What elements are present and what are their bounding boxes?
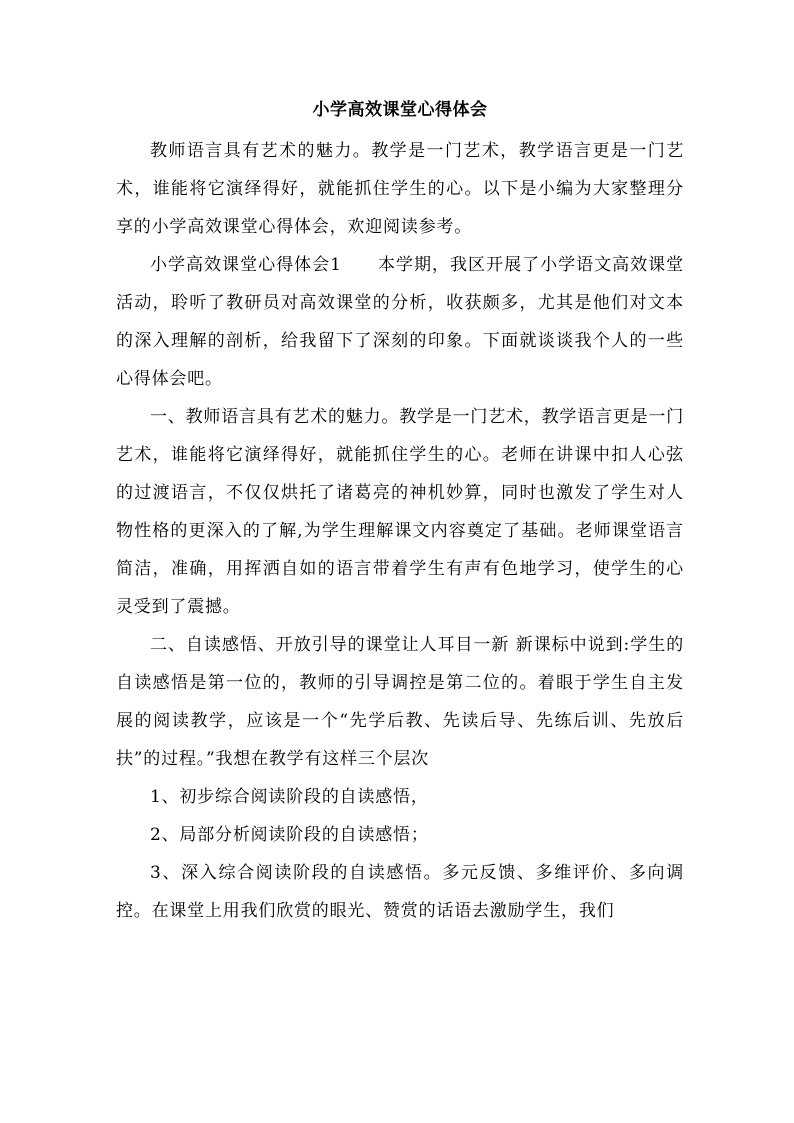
paragraph-point-one: 一、教师语言具有艺术的魅力。教学是一门艺术，教学语言更是一门艺术，谁能将它演绎得好，就能抓住学生的心。老师在讲课中扣人心弦的过渡语言，不仅仅烘托了诸葛亮的神机妙算，同时也激发了学生对人物性格的更深入的了解,为学生理解课文内容奠定了基础。老师课堂语言简洁，准确，用挥洒自如的语言带着学生有声有色地学习，使学生的心灵受到了震撼。	[116, 407, 684, 617]
document-title: 小学高效课堂心得体会	[312, 100, 488, 120]
paragraph-point-two: 二、自读感悟、开放引导的课堂让人耳目一新 新课标中说到:学生的自读感悟是第一位的，教师的引导调控是第二位的。着眼于学生自主发展的阅读教学，应该是一个“先学后教、先读后导、先练后训、先放后扶”的过程。”我想在教学有这样三个层次	[116, 635, 684, 769]
paragraph-level-2: 2、局部分析阅读阶段的自读感悟；	[150, 825, 429, 845]
paragraph-section-1-intro: 小学高效课堂心得体会1 本学期，我区开展了小学语文高效课堂活动，聆听了教研员对高效课堂的分析，收获颇多，尤其是他们对文本的深入理解的剖析，给我留下了深刻的印象。下面就谈谈我个人的一些心得体会吧。	[116, 255, 684, 389]
paragraph-intro: 教师语言具有艺术的魅力。教学是一门艺术，教学语言更是一门艺术，谁能将它演绎得好，就能抓住学生的心。以下是小编为大家整理分享的小学高效课堂心得体会，欢迎阅读参考。	[116, 141, 684, 237]
paragraph-level-3: 3、深入综合阅读阶段的自读感悟。多元反馈、多维评价、多向调控。在课堂上用我们欣赏的眼光、赞赏的话语去激励学生，我们	[116, 863, 684, 921]
paragraph-level-1: 1、初步综合阅读阶段的自读感悟，	[150, 787, 429, 807]
document-page	[116, 98, 684, 930]
